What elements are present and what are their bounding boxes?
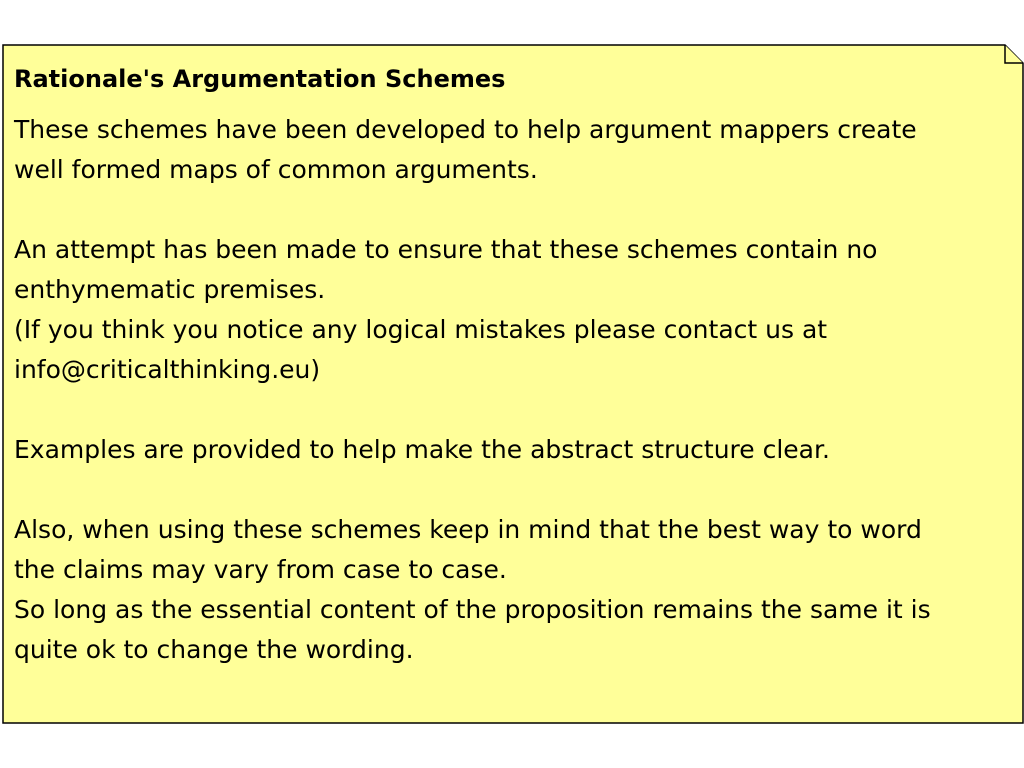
paragraph-gap: [14, 190, 1004, 230]
body-line: Also, when using these schemes keep in mind that the best way to word: [14, 515, 922, 544]
note-content: [14, 62, 1004, 670]
sticky-note: [2, 44, 1024, 724]
body-line: well formed maps of common arguments.: [14, 155, 538, 184]
body-line: An attempt has been made to ensure that these schemes contain no: [14, 235, 878, 264]
contact-email: info@criticalthinking.eu): [14, 355, 321, 384]
body-line: (If you think you notice any logical mistakes please contact us at: [14, 315, 828, 344]
body-line: So long as the essential content of the proposition remains the same it is: [14, 595, 931, 624]
body-line: These schemes have been developed to help argument mappers create: [14, 115, 917, 144]
note-body: [14, 110, 1004, 670]
paragraph-gap: [14, 390, 1004, 430]
body-line: enthymematic premises.: [14, 275, 326, 304]
body-line: the claims may vary from case to case.: [14, 555, 507, 584]
body-line: Examples are provided to help make the abstract structure clear.: [14, 435, 830, 464]
body-line: quite ok to change the wording.: [14, 635, 414, 664]
paragraph-gap: [14, 470, 1004, 510]
note-title: Rationale's Argumentation Schemes: [14, 65, 506, 93]
